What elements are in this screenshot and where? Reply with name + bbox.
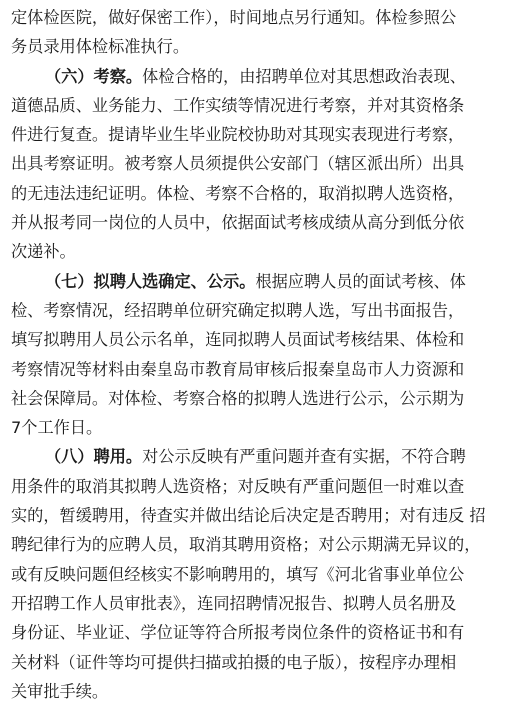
- text-line: 出具考察证明。被考察人员须提供公安部门（辖区派出所）出具: [11, 154, 465, 174]
- paragraph-continued: [11, 3, 506, 62]
- text-line: 务员录用体检标准执行。: [11, 37, 190, 57]
- text-line: 社会保障局。对体检、考察合格的拟聘人选进行公示，公示期为: [11, 388, 465, 408]
- text-line: （七）拟聘人选确定、公示。根据应聘人员的面试考核、体: [45, 271, 466, 291]
- paragraph-section-7: [11, 267, 506, 443]
- text-line: 道德品质、业务能力、工作实绩等情况进行考察，并对其资格条: [11, 95, 465, 115]
- section-heading: （六）考察。: [45, 66, 143, 86]
- section-heading: （七）拟聘人选确定、公示。: [45, 271, 256, 291]
- paragraph-section-8: [11, 442, 506, 706]
- text-line: 填写拟聘用人员公示名单，连同拟聘人员面试考核结果、体检和: [11, 330, 465, 350]
- paragraph-section-6: [11, 62, 506, 267]
- text-line: 关材料（证件等均可提供扫描或拍摄的电子版），按程序办理相: [11, 652, 457, 672]
- text-line: 关审批手续。: [11, 681, 109, 701]
- text-line: 或有反映问题但经核实不影响聘用的，填写《河北省事业单位公: [11, 564, 465, 584]
- document-body: [11, 3, 506, 706]
- text-line: 聘纪律行为的应聘人员，取消其聘用资格；对公示期满无异议的，: [11, 535, 481, 555]
- text-line: 检、考察情况，经招聘单位研究确定拟聘人选，写出书面报告，: [11, 300, 465, 320]
- text-line: 7个工作日。: [11, 418, 103, 438]
- text-line: 实的，暂缓聘用，待查实并做出结论后决定是否聘用；对有违反 招: [11, 506, 486, 526]
- text-line: 开招聘工作人员审批表》，连同招聘情况报告、拟聘人员名册及: [11, 593, 457, 613]
- text-line: 次递补。: [11, 242, 76, 262]
- text-line: 定体检医院，做好保密工作），时间地点另行通知。体检参照公: [11, 8, 457, 27]
- text-line: 的无违法违纪证明。体检、考察不合格的，取消拟聘人选资格，: [11, 183, 465, 203]
- text-line: 用条件的取消其拟聘人选资格；对反映有严重问题但一时难以查: [11, 476, 465, 496]
- text-line: 件进行复查。提请毕业生毕业院校协助对其现实表现进行考察，: [11, 125, 465, 145]
- text-line: （六）考察。体检合格的，由招聘单位对其思想政治表现、: [45, 66, 466, 86]
- text-line: 考察情况等材料由秦皇岛市教育局审核后报秦皇岛市人力资源和: [11, 359, 465, 379]
- text-line: （八）聘用。对公示反映有严重问题并查有实据，不符合聘: [45, 447, 466, 467]
- text-line: 身份证、毕业证、学位证等符合所报考岗位条件的资格证书和有: [11, 623, 465, 643]
- section-heading: （八）聘用。: [45, 447, 143, 467]
- text-line: 并从报考同一岗位的人员中，依据面试考核成绩从高分到低分依: [11, 213, 465, 233]
